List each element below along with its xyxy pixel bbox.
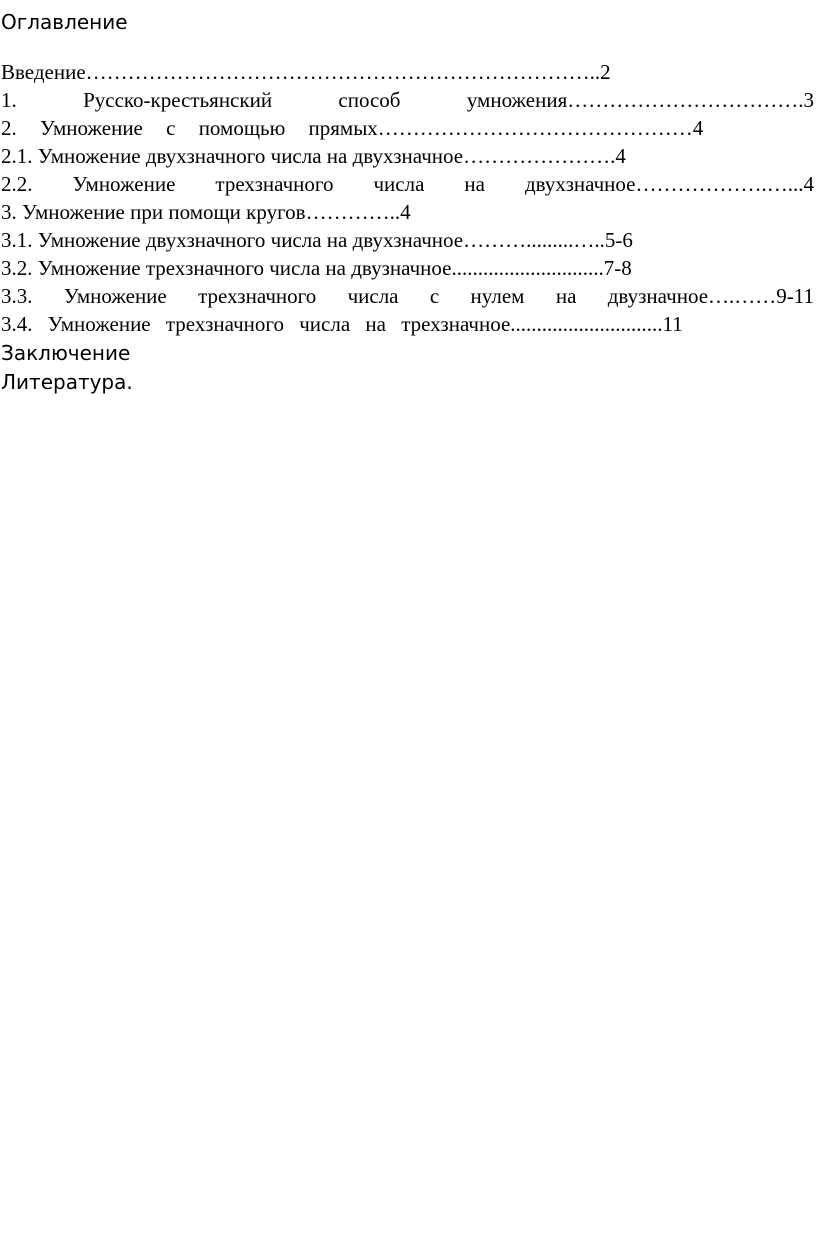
toc-title: Оглавление: [1, 10, 128, 34]
toc-entry-2-1: 2.1. Умножение двухзначного числа на двухзначное………………….4: [1, 144, 626, 168]
toc-entry-3-2: 3.2. Умножение трехзначного числа на двузначное.............................7-8: [1, 256, 632, 280]
toc-entry-introduction: Введение………………………………………………………………..2: [1, 60, 611, 84]
toc-entry-3-4: 3.4. Умножение трехзначного числа на трехзначное.............................11: [1, 312, 683, 336]
toc-entry-2-2: 2.2. Умножение трехзначного числа на двухзначное……………….…...4: [1, 172, 814, 196]
toc-entry-conclusion: Заключение: [1, 341, 131, 365]
toc-entry-literature: Литература.: [1, 370, 133, 394]
toc-entry-1: 1. Русско-крестьянский способ умножения…………………………….3: [1, 88, 814, 112]
toc-entry-3: 3. Умножение при помощи кругов…………..4: [1, 200, 411, 224]
toc-entry-3-1: 3.1. Умножение двухзначного числа на двухзначное……….........…..5-6: [1, 228, 633, 252]
toc-entry-3-3: 3.3. Умножение трехзначного числа с нулем на двузначное….……9-11: [1, 284, 814, 308]
toc-entry-2: 2. Умножение с помощью прямых………………………………………4: [1, 116, 704, 140]
